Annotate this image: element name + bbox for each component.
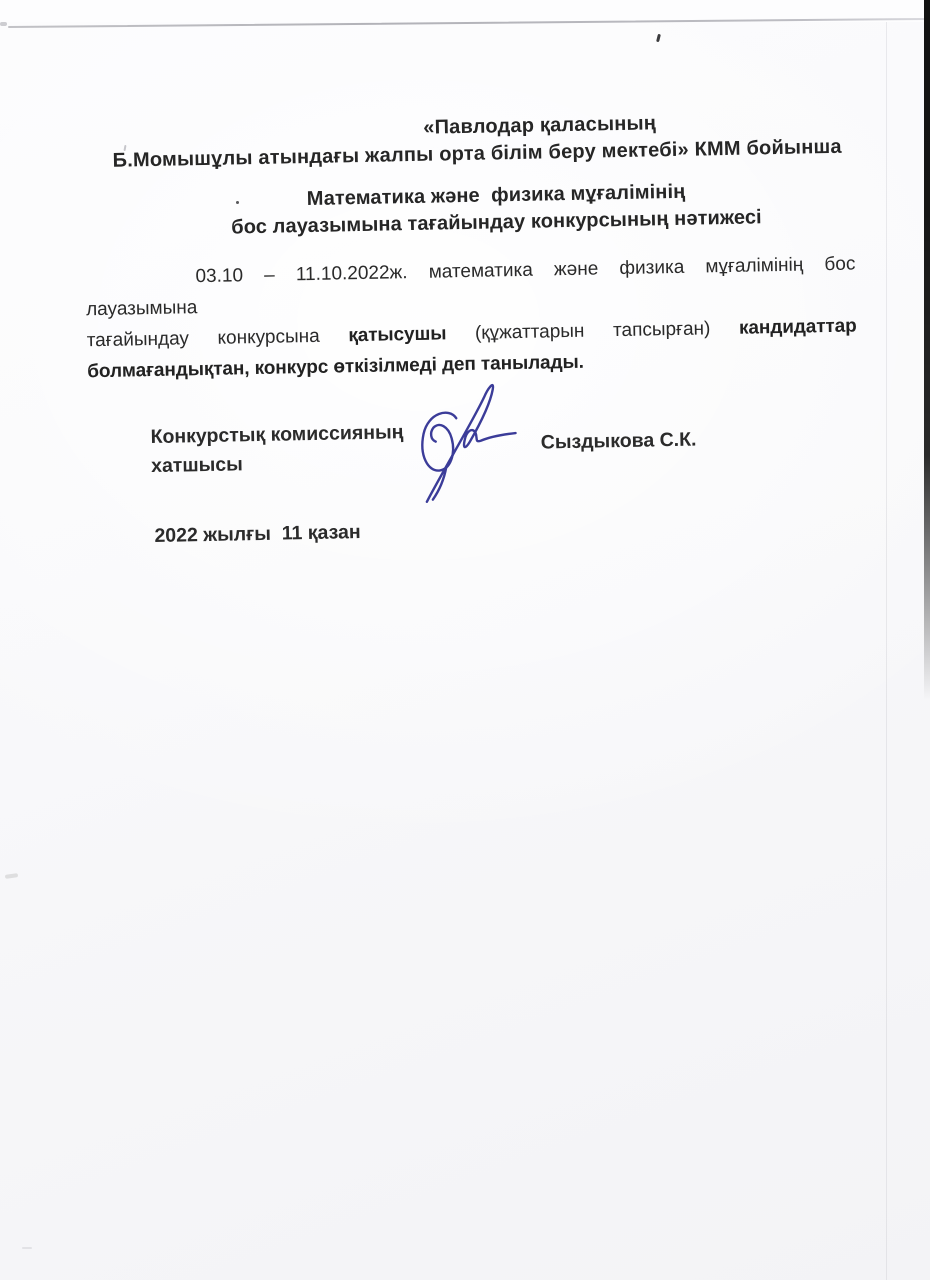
title-line-1: «Павлодар қаласының [423,112,657,139]
document-subtitle [106,175,887,244]
signatory-role [150,418,404,481]
subtitle-line-2: бос лауазымына тағайындау конкурсының нәтижесі [231,206,762,239]
document-body [85,249,857,388]
body-text-bold: кандидаттар [738,315,857,339]
title-line-2: Б.Момышұлы атындағы жалпы орта білім беру мектебі» КММ бойынша [112,135,842,172]
signatory-role-line-1: Конкурстық комиссияның [150,421,404,449]
signature-ink [413,375,527,507]
body-text-bold: болмағандықтан, конкурс өткізілмеді деп танылады. [87,351,584,383]
document-date: 2022 жылғы 11 қазан [154,521,361,548]
body-text: 03.10 – 11.10.2022ж. математика және физика мұғалімінің бос лауазымына [85,253,856,321]
body-text: тағайындау конкурсына [86,325,320,352]
document-title [86,106,867,175]
signatory-role-line-2: хатшысы [150,453,243,478]
signatory-name: Сыздыкова С.К. [540,428,697,454]
body-text-bold: қатысушы [348,323,447,347]
body-text: (құжаттарын тапсырған) [474,318,711,344]
subtitle-line-1: Математика және физика мұғалімінің [306,180,686,211]
